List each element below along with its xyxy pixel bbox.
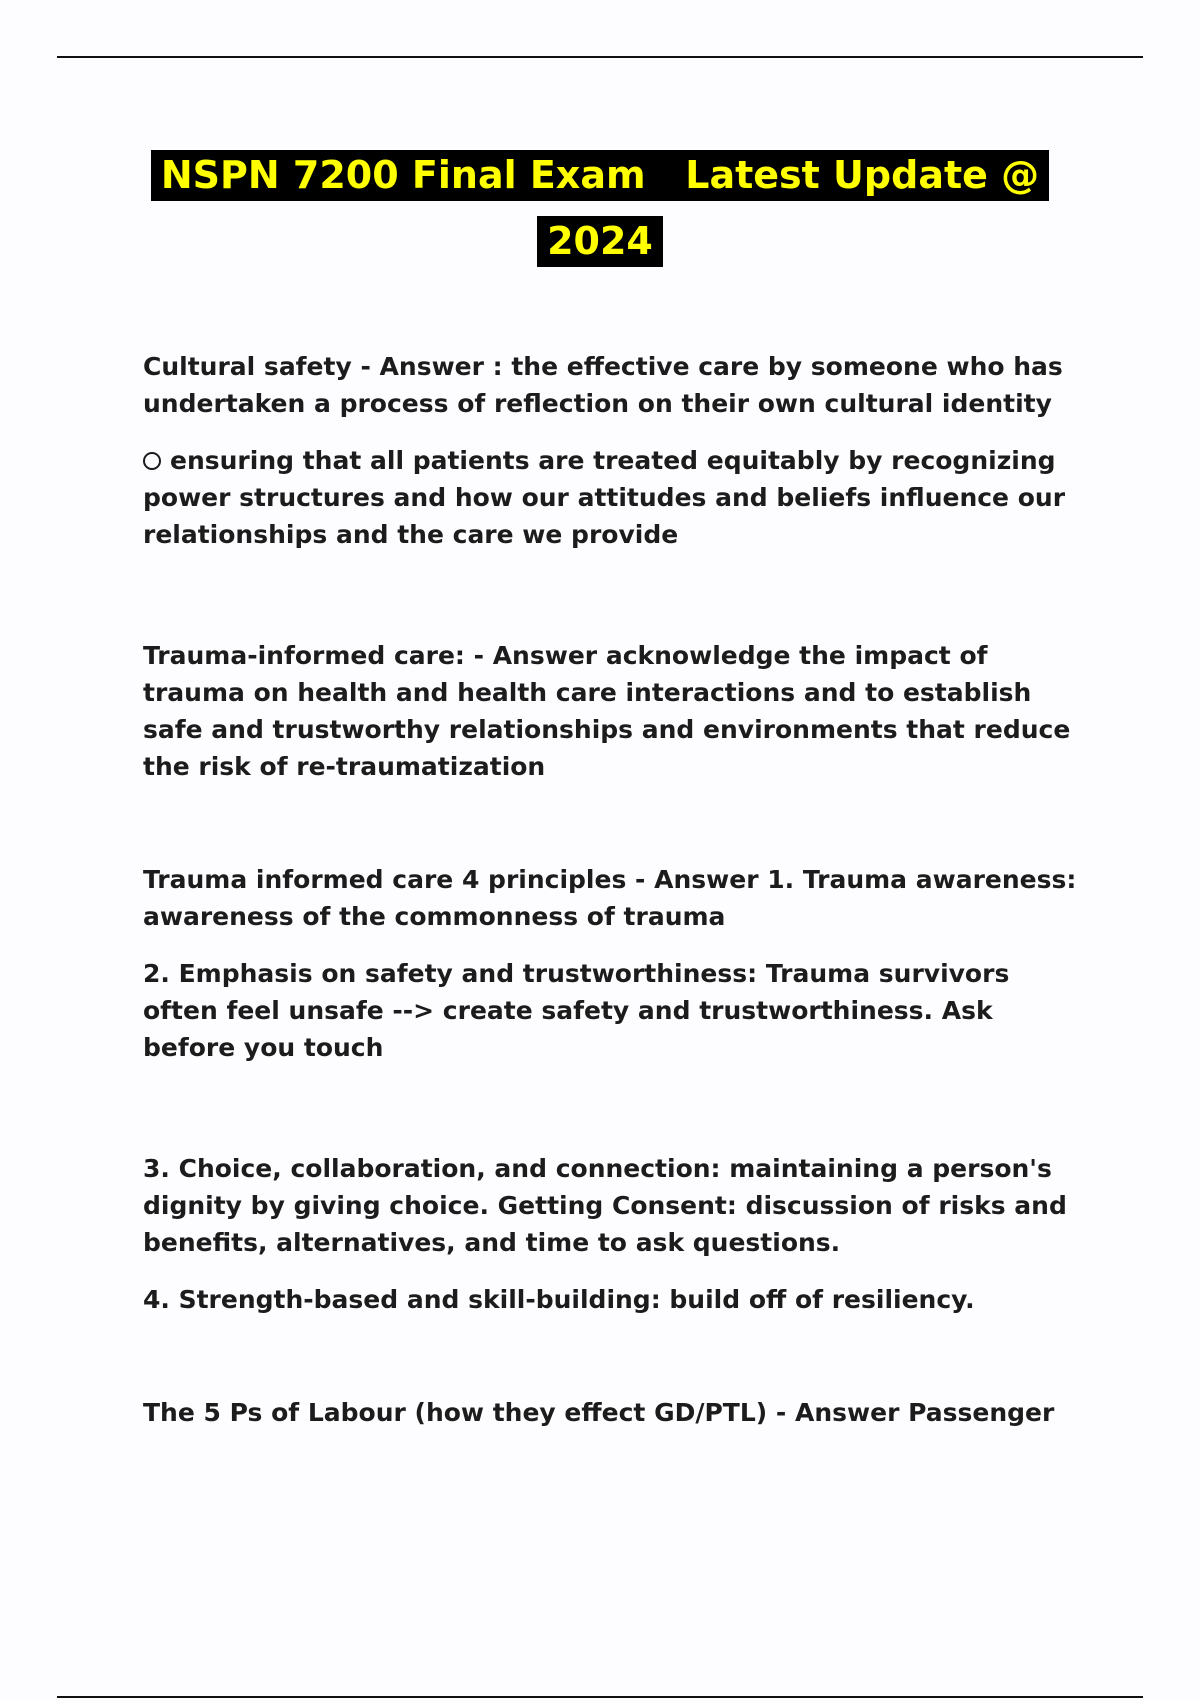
entry-principle-2: 2. Emphasis on safety and trustworthiness: Trauma survivors often feel unsafe --> create safety and trustworthiness. Ask before you touch	[143, 959, 1010, 1062]
title-line-1: NSPN 7200 Final Exam Latest Update @	[151, 150, 1049, 201]
bottom-divider	[57, 1696, 1143, 1698]
entry-trauma-principles: Trauma informed care 4 principles - Answer 1. Trauma awareness: awareness of the commonness of trauma	[143, 865, 1077, 931]
bullet-text: ensuring that all patients are treated equitably by recognizing power structures and how our attitudes and beliefs influence our relationships and the care we provide	[143, 446, 1066, 549]
entry-cultural-safety-bullet	[143, 442, 1083, 553]
entry-principle-3: 3. Choice, collaboration, and connection: maintaining a person's dignity by giving choice. Getting Consent: discussion of risks and benefits, alternatives, and time to ask questions.	[143, 1154, 1067, 1257]
top-divider	[57, 56, 1143, 58]
title-line-2: 2024	[537, 216, 663, 267]
entry-cultural-safety: Cultural safety - Answer : the effective care by someone who has undertaken a process of reflection on their own cultural identity	[143, 352, 1063, 418]
entry-five-ps-labour: The 5 Ps of Labour (how they effect GD/PTL) - Answer Passenger	[143, 1398, 1055, 1427]
document-body	[143, 348, 1083, 1431]
page-title	[0, 142, 1200, 274]
circle-bullet-icon	[143, 452, 161, 470]
entry-principle-4: 4. Strength-based and skill-building: build off of resiliency.	[143, 1285, 975, 1314]
entry-trauma-informed-care: Trauma-informed care: - Answer acknowledge the impact of trauma on health and health care interactions and to establish safe and trustworthy relationships and environments that reduce the risk of re-traumatization	[143, 641, 1071, 781]
